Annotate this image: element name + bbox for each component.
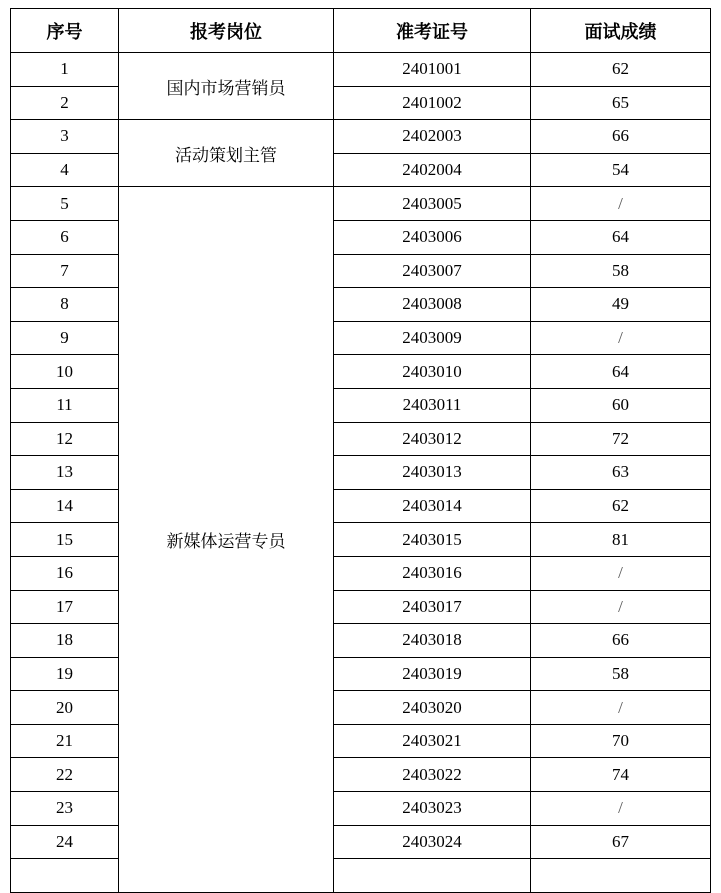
column-header-index: 序号 [11,9,119,53]
cell-index: 2 [11,86,119,120]
cell-score: 58 [531,254,711,288]
cell-score: / [531,187,711,221]
cell-ticket: 2403021 [334,724,531,758]
cell-score: 70 [531,724,711,758]
table-row [11,792,711,826]
cell-ticket: 2403007 [334,254,531,288]
cell-index: 21 [11,724,119,758]
cell-score: 49 [531,288,711,322]
cell-score: / [531,590,711,624]
table-row [11,691,711,725]
cell-index: 4 [11,153,119,187]
cell-ticket: 2403023 [334,792,531,826]
column-header-ticket: 准考证号 [334,9,531,53]
cell-score: 62 [531,489,711,523]
table-row [11,288,711,322]
cell-ticket: 2402004 [334,153,531,187]
cell-index [11,859,119,893]
cell-ticket: 2403016 [334,556,531,590]
table-row [11,86,711,120]
cell-post: 活动策划主管 [119,120,334,187]
table-row [11,825,711,859]
cell-ticket: 2403020 [334,691,531,725]
cell-index: 15 [11,523,119,557]
cell-index: 12 [11,422,119,456]
table-row [11,422,711,456]
cell-ticket: 2401001 [334,53,531,87]
table-header [11,9,711,53]
cell-ticket: 2403024 [334,825,531,859]
cell-index: 11 [11,388,119,422]
table-row [11,859,711,893]
table-row [11,321,711,355]
column-header-post: 报考岗位 [119,9,334,53]
table-row [11,556,711,590]
cell-score: 64 [531,220,711,254]
cell-ticket: 2403011 [334,388,531,422]
cell-ticket: 2403019 [334,657,531,691]
table-row [11,489,711,523]
cell-ticket: 2403022 [334,758,531,792]
cell-index: 19 [11,657,119,691]
cell-ticket: 2403009 [334,321,531,355]
cell-ticket: 2402003 [334,120,531,154]
cell-score: / [531,691,711,725]
table-row [11,523,711,557]
table-row [11,355,711,389]
cell-ticket: 2403006 [334,220,531,254]
table-row [11,657,711,691]
cell-score: 58 [531,657,711,691]
cell-index: 17 [11,590,119,624]
cell-score: 66 [531,624,711,658]
table-header-row [11,9,711,53]
cell-ticket: 2401002 [334,86,531,120]
cell-index: 1 [11,53,119,87]
cell-score: 60 [531,388,711,422]
column-header-score: 面试成绩 [531,9,711,53]
table-row [11,53,711,87]
table-row [11,120,711,154]
table-row [11,758,711,792]
cell-index: 22 [11,758,119,792]
table-row [11,724,711,758]
cell-score [531,859,711,893]
cell-index: 20 [11,691,119,725]
table-row [11,220,711,254]
cell-ticket: 2403018 [334,624,531,658]
table-row [11,456,711,490]
table-body [11,53,711,893]
cell-score: 81 [531,523,711,557]
cell-index: 23 [11,792,119,826]
cell-index: 10 [11,355,119,389]
table-row [11,254,711,288]
interview-score-table [10,8,711,893]
cell-score: / [531,556,711,590]
cell-post: 国内市场营销员 [119,53,334,120]
cell-index: 5 [11,187,119,221]
cell-score: / [531,321,711,355]
cell-post: 新媒体运营专员 [119,187,334,892]
cell-index: 18 [11,624,119,658]
cell-ticket: 2403008 [334,288,531,322]
cell-score: 66 [531,120,711,154]
cell-index: 16 [11,556,119,590]
cell-ticket: 2403013 [334,456,531,490]
cell-score: 65 [531,86,711,120]
cell-ticket: 2403015 [334,523,531,557]
table-row [11,624,711,658]
cell-ticket: 2403005 [334,187,531,221]
cell-score: / [531,792,711,826]
cell-index: 7 [11,254,119,288]
table-row [11,187,711,221]
cell-ticket: 2403014 [334,489,531,523]
cell-index: 3 [11,120,119,154]
cell-index: 14 [11,489,119,523]
cell-ticket [334,859,531,893]
cell-score: 63 [531,456,711,490]
table-row [11,590,711,624]
cell-ticket: 2403017 [334,590,531,624]
table-row [11,388,711,422]
table-row [11,153,711,187]
cell-index: 24 [11,825,119,859]
cell-ticket: 2403012 [334,422,531,456]
cell-index: 6 [11,220,119,254]
cell-index: 13 [11,456,119,490]
cell-score: 72 [531,422,711,456]
cell-ticket: 2403010 [334,355,531,389]
cell-score: 67 [531,825,711,859]
cell-score: 74 [531,758,711,792]
cell-index: 8 [11,288,119,322]
cell-score: 64 [531,355,711,389]
cell-index: 9 [11,321,119,355]
cell-score: 62 [531,53,711,87]
cell-score: 54 [531,153,711,187]
